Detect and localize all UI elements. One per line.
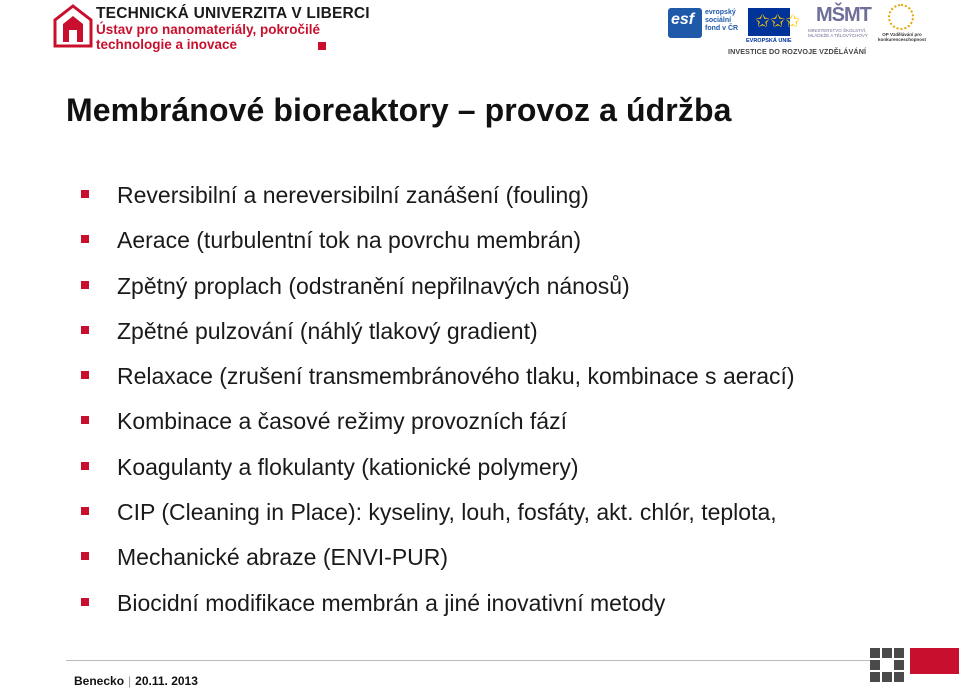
bullet-square-icon [81, 598, 89, 606]
bullet-text: Aerace (turbulentní tok na povrchu membrán) [117, 227, 582, 254]
op-caption: OP Vzdělávání pro konkurenceschopnost [877, 32, 926, 42]
bullet-text: Zpětné pulzování (náhlý tlakový gradient) [117, 317, 538, 344]
bullet-text: Koagulanty a flokulanty (kationické polymery) [117, 453, 579, 480]
footer-divider [66, 660, 876, 661]
footer [74, 674, 198, 688]
bullet-square-icon [81, 281, 89, 289]
bullet-square-icon [81, 326, 89, 334]
msmt-caption: MINISTERSTVO ŠKOLSTVÍ, MLÁDEŽE A TĚLOVÝCHOVY [808, 28, 868, 38]
bullet-square-icon [81, 190, 89, 198]
bullet-item [80, 447, 795, 492]
bullet-square-icon [81, 371, 89, 379]
esf-logo [668, 4, 744, 44]
bullet-text: Relaxace (zrušení transmembránového tlaku, kombinace s aerací) [117, 363, 795, 390]
bullet-item [80, 356, 795, 401]
bullet-text: Biocidní modifikace membrán a jiné inovativní metody [117, 589, 666, 616]
bullet-item [80, 175, 795, 220]
bullet-item [80, 266, 795, 311]
slide-title: Membránové bioreaktory – provoz a údržba [66, 92, 732, 128]
bullet-item [80, 492, 795, 537]
bullet-square-icon [81, 507, 89, 515]
bullet-list [80, 175, 795, 628]
bullet-text: Kombinace a časové režimy provozních fází [117, 408, 567, 435]
investment-slogan: INVESTICE DO ROZVOJE VZDĚLÁVÁNÍ [728, 47, 867, 56]
bullet-square-icon [81, 552, 89, 560]
bullet-item [80, 583, 795, 628]
institute-name-line2: technologie a inovace [96, 37, 238, 52]
bullet-item [80, 311, 795, 356]
footer-separator: | [128, 674, 132, 688]
bullet-text: Reversibilní a nereversibilní zanášení (fouling) [117, 182, 589, 208]
slide-header [0, 0, 959, 60]
funding-logos [668, 4, 928, 60]
bullet-square-icon [81, 462, 89, 470]
eu-flag-icon: ✩✩✩ [748, 8, 790, 36]
red-square-icon [318, 42, 326, 50]
esf-mark-icon: esf [668, 8, 702, 38]
bullet-text: Mechanické abraze (ENVI-PUR) [117, 544, 449, 571]
university-name: TECHNICKÁ UNIVERZITA V LIBERCI [96, 5, 370, 22]
institute-name-line1: Ústav pro nanomateriály, pokročilé [96, 22, 321, 37]
msmt-mark: MŠMT [816, 4, 871, 26]
footer-date: 20.11. 2013 [135, 674, 198, 688]
tul-logo-icon [53, 4, 93, 48]
msmt-logo [808, 4, 871, 40]
footer-author: Benecko [74, 674, 125, 688]
bullet-square-icon [81, 235, 89, 243]
op-stars-icon [888, 4, 914, 30]
corner-pattern-icon [870, 648, 959, 692]
bullet-text: Zpětný proplach (odstranění nepřilnavých nánosů) [117, 272, 630, 299]
bullet-item [80, 401, 795, 446]
bullet-text: CIP (Cleaning in Place): kyseliny, louh, fosfáty, akt. chlór, teplota, [117, 499, 777, 526]
op-logo [874, 4, 928, 44]
esf-text: evropský sociální fond v ČR [705, 9, 739, 32]
bullet-item [80, 537, 795, 582]
bullet-square-icon [81, 416, 89, 424]
bullet-item [80, 220, 795, 265]
eu-caption: EVROPSKÁ UNIE [746, 38, 792, 44]
